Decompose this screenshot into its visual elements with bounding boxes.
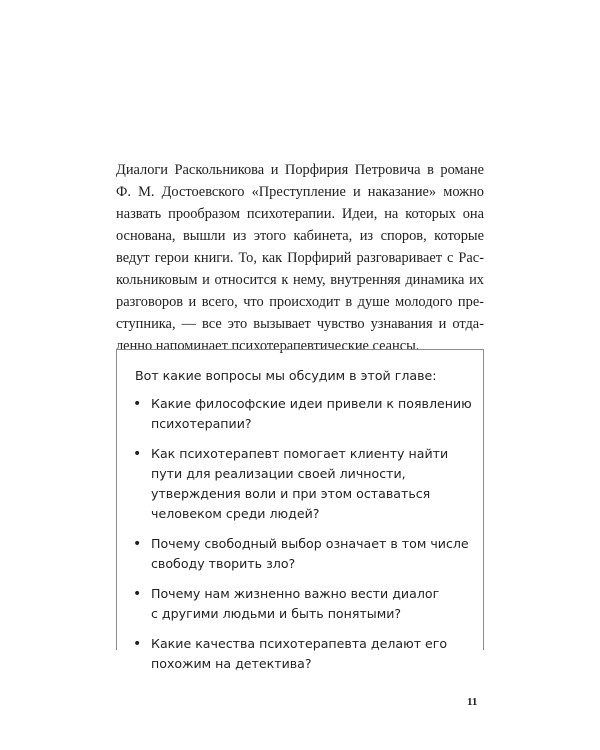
- questions-box-title: Вот какие вопросы мы обсудим в этой главе:: [135, 368, 437, 383]
- question-text: [151, 584, 471, 624]
- bullet-icon: •: [133, 636, 142, 652]
- paragraph-line: назвать прообразом психотерапии. Идеи, на которых она: [116, 206, 484, 222]
- paragraph-line: кольниковым и относится к нему, внутренняя динамика их: [116, 272, 484, 288]
- question-line: похожим на детектива?: [151, 656, 312, 671]
- bullet-icon: •: [133, 536, 142, 552]
- question-line: Почему свободный выбор означает в том числе: [151, 536, 469, 551]
- question-item: [131, 394, 471, 434]
- question-item: [131, 444, 471, 524]
- paragraph-line: ленно напоминает психотерапевтические сеансы.: [116, 338, 420, 354]
- question-text: [151, 634, 471, 674]
- question-line: человеком среди людей?: [151, 506, 320, 521]
- question-line: Почему нам жизненно важно вести диалог: [151, 586, 440, 601]
- paragraph-line: разговоров и всего, что происходит в душе молодого пре-: [116, 294, 484, 310]
- question-line: Какие качества психотерапевта делают его: [151, 636, 448, 651]
- paragraph-line: ведут герои книги. То, как Порфирий разговаривает с Рас-: [116, 250, 484, 266]
- bullet-icon: •: [133, 446, 142, 462]
- question-line: с другими людьми и быть понятыми?: [151, 606, 402, 621]
- question-line: психотерапии?: [151, 416, 252, 431]
- questions-list: [131, 394, 471, 684]
- question-line: Какие философские идеи привели к появлению: [151, 396, 472, 411]
- question-item: [131, 634, 471, 674]
- paragraph-line: основана, вышли из этого кабинета, из споров, которые: [116, 228, 484, 244]
- paragraph-line: Ф. М. Достоевского «Преступление и наказание» можно: [116, 184, 484, 200]
- intro-paragraph: [116, 159, 484, 357]
- question-text: [151, 444, 471, 524]
- paragraph-line: ступника, — все это вызывает чувство узнавания и отда-: [116, 316, 484, 332]
- bullet-icon: •: [133, 396, 142, 412]
- bullet-icon: •: [133, 586, 142, 602]
- question-text: [151, 534, 471, 574]
- question-item: [131, 584, 471, 624]
- question-line: утверждения воли и при этом оставаться: [151, 486, 431, 501]
- paragraph-line: Диалоги Раскольникова и Порфирия Петровича в романе: [116, 162, 484, 178]
- question-line: Как психотерапевт помогает клиенту найти: [151, 446, 449, 461]
- chapter-questions-box: [116, 349, 484, 671]
- question-item: [131, 534, 471, 574]
- question-line: пути для реализации своей личности,: [151, 466, 406, 481]
- page-number: 11: [467, 696, 478, 708]
- question-text: [151, 394, 471, 434]
- question-line: свободу творить зло?: [151, 556, 296, 571]
